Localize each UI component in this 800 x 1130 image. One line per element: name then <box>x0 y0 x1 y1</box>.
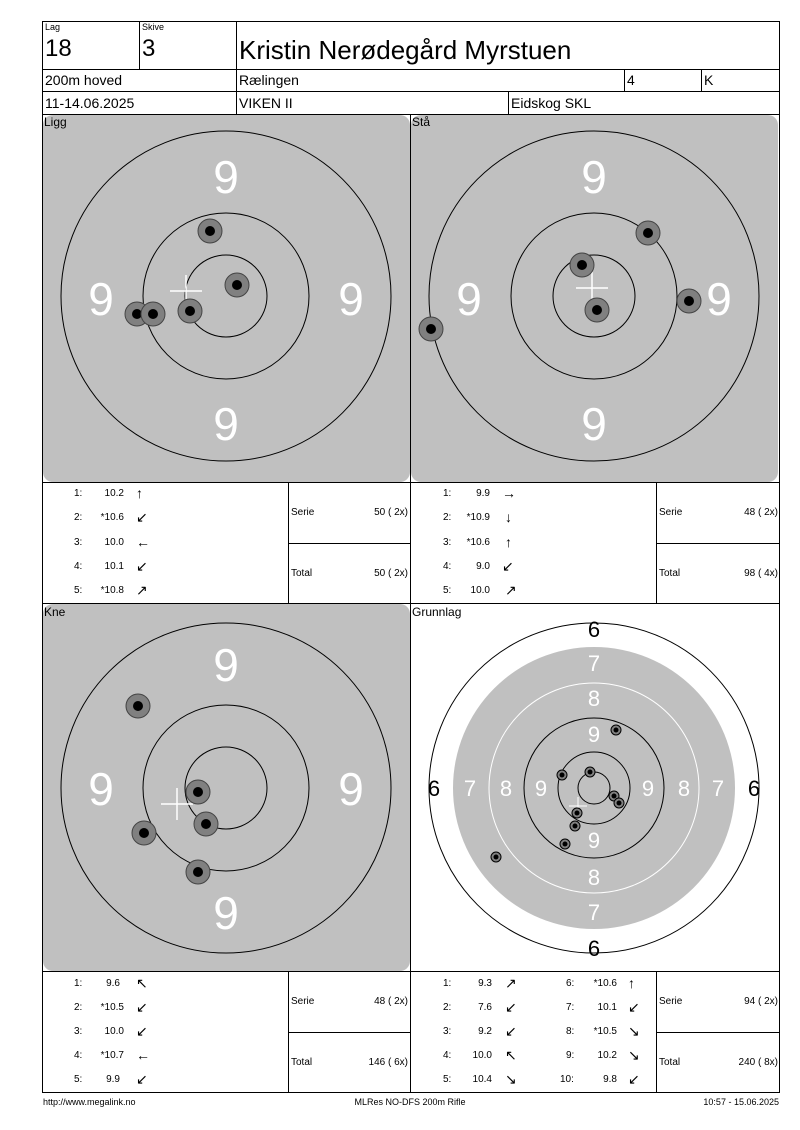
shot-number: 3: <box>74 1026 83 1037</box>
kne-title: Kne <box>44 605 66 619</box>
grunnlag-title: Grunnlag <box>412 605 462 619</box>
ring-label: 6 <box>427 776 441 801</box>
ring-label: 7 <box>587 900 601 925</box>
class-number: 4 <box>627 72 635 88</box>
class: K <box>704 72 714 88</box>
total-label: Total <box>291 1057 313 1068</box>
shot-number: 1: <box>443 488 452 499</box>
shot-score: 9.3 <box>478 978 492 989</box>
shot-direction-arrow: ↑ <box>628 975 635 991</box>
serie-value: 48 ( 2x) <box>744 507 778 518</box>
shot-score: *10.8 <box>100 585 124 596</box>
shot-score: 10.2 <box>104 488 124 499</box>
shot-direction-arrow: ↙ <box>628 999 640 1015</box>
lag-value: 18 <box>45 35 72 62</box>
lag-label: Lag <box>45 22 61 32</box>
shot-hole <box>560 839 570 849</box>
shot-number: 5: <box>74 1074 83 1085</box>
sta-title: Stå <box>412 115 431 129</box>
shot-number: 3: <box>74 537 83 548</box>
shot-hole <box>198 219 222 243</box>
shot-score: *10.6 <box>466 537 490 548</box>
shot-hole <box>570 821 580 831</box>
region: VIKEN II <box>239 95 293 111</box>
shot-number: 2: <box>443 1002 452 1013</box>
serie-value: 50 ( 2x) <box>374 507 408 518</box>
shot-direction-arrow: ↙ <box>628 1071 640 1087</box>
shot-direction-arrow: ← <box>136 534 150 550</box>
ring-label: 9 <box>581 151 607 203</box>
shot-number: 5: <box>74 585 83 596</box>
ring-label: 8 <box>587 865 601 890</box>
ring-label: 9 <box>213 639 239 691</box>
shot-number: 5: <box>443 1074 452 1085</box>
shot-hole <box>126 694 150 718</box>
ring-label: 7 <box>463 776 477 801</box>
shot-score: *10.5 <box>100 1002 124 1013</box>
ring-label: 8 <box>677 776 691 801</box>
ring-label: 9 <box>641 776 655 801</box>
shot-score: 10.0 <box>104 537 124 548</box>
ring-label: 9 <box>706 273 732 325</box>
shot-direction-arrow: ↗ <box>505 582 517 598</box>
shot-score: 10.0 <box>470 585 490 596</box>
shot-hole <box>585 298 609 322</box>
shot-score: *10.6 <box>593 978 617 989</box>
serie-label: Serie <box>291 507 315 518</box>
total-label: Total <box>291 568 313 579</box>
serie-value: 94 ( 2x) <box>744 996 778 1007</box>
shooter-name: Kristin Nerødegård Myrstuen <box>239 35 572 65</box>
sta-target <box>411 115 778 482</box>
shot-score: *10.9 <box>466 512 490 523</box>
total-label: Total <box>659 568 681 579</box>
ring-label: 8 <box>499 776 513 801</box>
ring-label: 6 <box>587 936 601 961</box>
ring-label: 9 <box>587 828 601 853</box>
shot-direction-arrow: → <box>502 485 516 501</box>
skive-label: Skive <box>142 22 165 32</box>
ring-label: 9 <box>338 763 364 815</box>
shot-number: 10: <box>560 1074 574 1085</box>
shot-number: 2: <box>443 512 452 523</box>
shot-score: *10.6 <box>100 512 124 523</box>
serie-label: Serie <box>659 996 683 1007</box>
shot-hole <box>636 221 660 245</box>
shot-hole <box>585 767 595 777</box>
serie-value: 48 ( 2x) <box>374 996 408 1007</box>
ring-label: 9 <box>581 398 607 450</box>
ring-label: 9 <box>213 398 239 450</box>
shot-hole <box>611 725 621 735</box>
shot-direction-arrow: ↓ <box>505 509 512 525</box>
shot-direction-arrow: ↑ <box>505 534 512 550</box>
shot-number: 4: <box>443 1050 452 1061</box>
ring-label: 6 <box>747 776 761 801</box>
shot-hole <box>132 821 156 845</box>
shot-number: 5: <box>443 585 452 596</box>
serie-label: Serie <box>291 996 315 1007</box>
ligg-title: Ligg <box>44 115 67 129</box>
shot-score: 10.0 <box>104 1026 124 1037</box>
shot-score: 7.6 <box>478 1002 492 1013</box>
shot-direction-arrow: ↙ <box>136 1071 148 1087</box>
shot-number: 8: <box>566 1026 575 1037</box>
ring-label: 9 <box>534 776 548 801</box>
shot-number: 1: <box>74 978 83 989</box>
shot-hole <box>677 289 701 313</box>
shot-hole <box>572 808 582 818</box>
ring-label: 6 <box>587 617 601 642</box>
shot-score: 9.8 <box>603 1074 617 1085</box>
shot-score: 9.9 <box>106 1074 120 1085</box>
shot-direction-arrow: ↙ <box>136 999 148 1015</box>
shot-direction-arrow: ↙ <box>505 1023 517 1039</box>
ring-label: 7 <box>711 776 725 801</box>
shot-number: 4: <box>74 1050 83 1061</box>
ring-label: 9 <box>456 273 482 325</box>
footer-timestamp: 10:57 - 15.06.2025 <box>703 1097 779 1107</box>
shot-hole <box>491 852 501 862</box>
program: 200m hoved <box>45 72 123 88</box>
total-value: 50 ( 2x) <box>374 568 408 579</box>
ring-label: 8 <box>587 686 601 711</box>
shot-hole <box>194 812 218 836</box>
shot-number: 2: <box>74 512 83 523</box>
shot-hole <box>225 273 249 297</box>
shot-hole <box>557 770 567 780</box>
total-value: 98 ( 4x) <box>744 568 778 579</box>
venue: Eidskog SKL <box>511 95 592 111</box>
total-value: 146 ( 6x) <box>368 1057 408 1068</box>
total-label: Total <box>659 1057 681 1068</box>
shot-direction-arrow: ↙ <box>136 509 148 525</box>
shot-score: 9.2 <box>478 1026 492 1037</box>
shot-number: 9: <box>566 1050 575 1061</box>
shot-number: 2: <box>74 1002 83 1013</box>
ring-label: 7 <box>587 651 601 676</box>
shot-hole <box>178 299 202 323</box>
ring-label: 9 <box>213 151 239 203</box>
shot-direction-arrow: ↘ <box>505 1071 517 1087</box>
shot-direction-arrow: ↑ <box>136 485 143 501</box>
shot-score: 10.1 <box>597 1002 617 1013</box>
shot-hole <box>570 253 594 277</box>
shot-score: 9.9 <box>476 488 490 499</box>
shot-direction-arrow: ↙ <box>136 1023 148 1039</box>
shot-direction-arrow: ↙ <box>502 558 514 574</box>
shot-direction-arrow: ↖ <box>136 975 148 991</box>
shot-direction-arrow: ↗ <box>505 975 517 991</box>
kne-target <box>43 604 410 971</box>
shot-number: 7: <box>566 1002 575 1013</box>
shot-number: 1: <box>443 978 452 989</box>
shot-hole <box>141 302 165 326</box>
ring-label: 9 <box>213 887 239 939</box>
shot-number: 6: <box>566 978 575 989</box>
shot-score: 9.6 <box>106 978 120 989</box>
shot-direction-arrow: ↘ <box>628 1023 640 1039</box>
shot-score: *10.7 <box>100 1050 124 1061</box>
shot-hole <box>186 860 210 884</box>
skive-value: 3 <box>142 35 156 62</box>
grunnlag-target <box>411 604 778 971</box>
shot-score: 10.2 <box>597 1050 617 1061</box>
shot-score: 10.0 <box>472 1050 492 1061</box>
shot-number: 4: <box>74 561 83 572</box>
shot-number: 1: <box>74 488 83 499</box>
shot-direction-arrow: ↗ <box>136 582 148 598</box>
shot-direction-arrow: ↙ <box>136 558 148 574</box>
shot-score: *10.5 <box>593 1026 617 1037</box>
ring-label: 9 <box>587 722 601 747</box>
shot-hole <box>419 317 443 341</box>
ring-label: 9 <box>338 273 364 325</box>
shot-direction-arrow: ← <box>136 1047 150 1063</box>
shot-number: 3: <box>443 537 452 548</box>
serie-label: Serie <box>659 507 683 518</box>
shot-number: 3: <box>443 1026 452 1037</box>
shot-score: 9.0 <box>476 561 490 572</box>
ring-label: 9 <box>88 763 114 815</box>
shot-direction-arrow: ↙ <box>505 999 517 1015</box>
shot-number: 4: <box>443 561 452 572</box>
club: Rælingen <box>239 72 299 88</box>
total-value: 240 ( 8x) <box>738 1057 778 1068</box>
footer-url[interactable]: http://www.megalink.no <box>43 1097 136 1107</box>
shot-direction-arrow: ↘ <box>628 1047 640 1063</box>
date: 11-14.06.2025 <box>45 95 135 111</box>
ligg-target <box>43 115 410 482</box>
shot-score: 10.1 <box>104 561 124 572</box>
footer-software: MLRes NO-DFS 200m Rifle <box>354 1097 466 1107</box>
ring-label: 9 <box>88 273 114 325</box>
shot-score: 10.4 <box>472 1074 492 1085</box>
shot-direction-arrow: ↖ <box>505 1047 517 1063</box>
shot-hole <box>614 798 624 808</box>
shot-hole <box>186 780 210 804</box>
